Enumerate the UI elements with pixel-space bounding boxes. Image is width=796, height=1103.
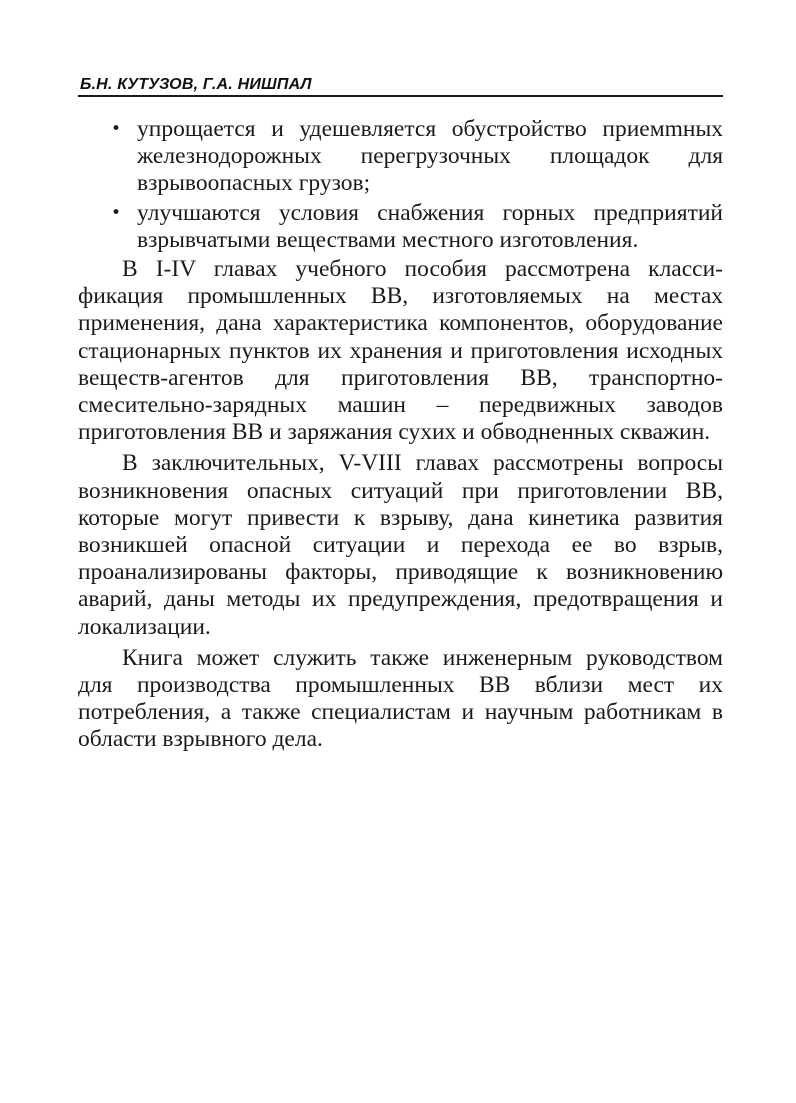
paragraph-final-chapters: В заключительных, V-VIII главах рассмотрены вопросы возникновения опасных ситуаций при приготовлении ВВ, которые могут привести к взрыву, дана кинетика развития возникшей опасной ситуации и перехода ее во взрыв, проанализированы факторы, приводящие к возникновению аварий, даны методы их предупреждения, предотвращения и локализации. <box>78 450 723 640</box>
bullet-icon: • <box>110 202 122 223</box>
bullet-item-2 <box>78 200 723 254</box>
paragraph-book-purpose: Книга может служить также инженерным руководством для производства промышленных ВВ вблизи мест их потребления, а также специалистам и научным работникам в области взрывного дела. <box>78 644 723 753</box>
bullet-list <box>78 116 723 254</box>
bullet-text-1: упрощается и удешевляется обустройство приемmных железнодорожных перегрузочных площадок для взрывоопасных грузов; <box>137 116 723 197</box>
bullet-item-1 <box>78 116 723 198</box>
paragraph-chapters-overview: В I-IV главах учебного пособия рассмотрена классификация промышленных ВВ, изготовляемых на местах применения, дана характеристика компонентов, оборудование стационарных пунктов их хранения и приготовления исходных веществ-агентов для приготовления ВВ, транспортно-смесительно-зарядных машин – передвижных заводов приготовления ВВ и заряжания сухих и обводненных скважин. <box>78 256 723 446</box>
header-rule <box>78 95 723 97</box>
body-text <box>78 116 723 754</box>
running-head-authors: Б.Н. КУТУЗОВ, Г.А. НИШПАЛ <box>80 76 312 93</box>
bullet-icon: • <box>110 119 122 139</box>
bullet-text-2: улучшаются условия снабжения горных предприятий взрывчатыми веществами местного изготовления. <box>137 199 723 253</box>
